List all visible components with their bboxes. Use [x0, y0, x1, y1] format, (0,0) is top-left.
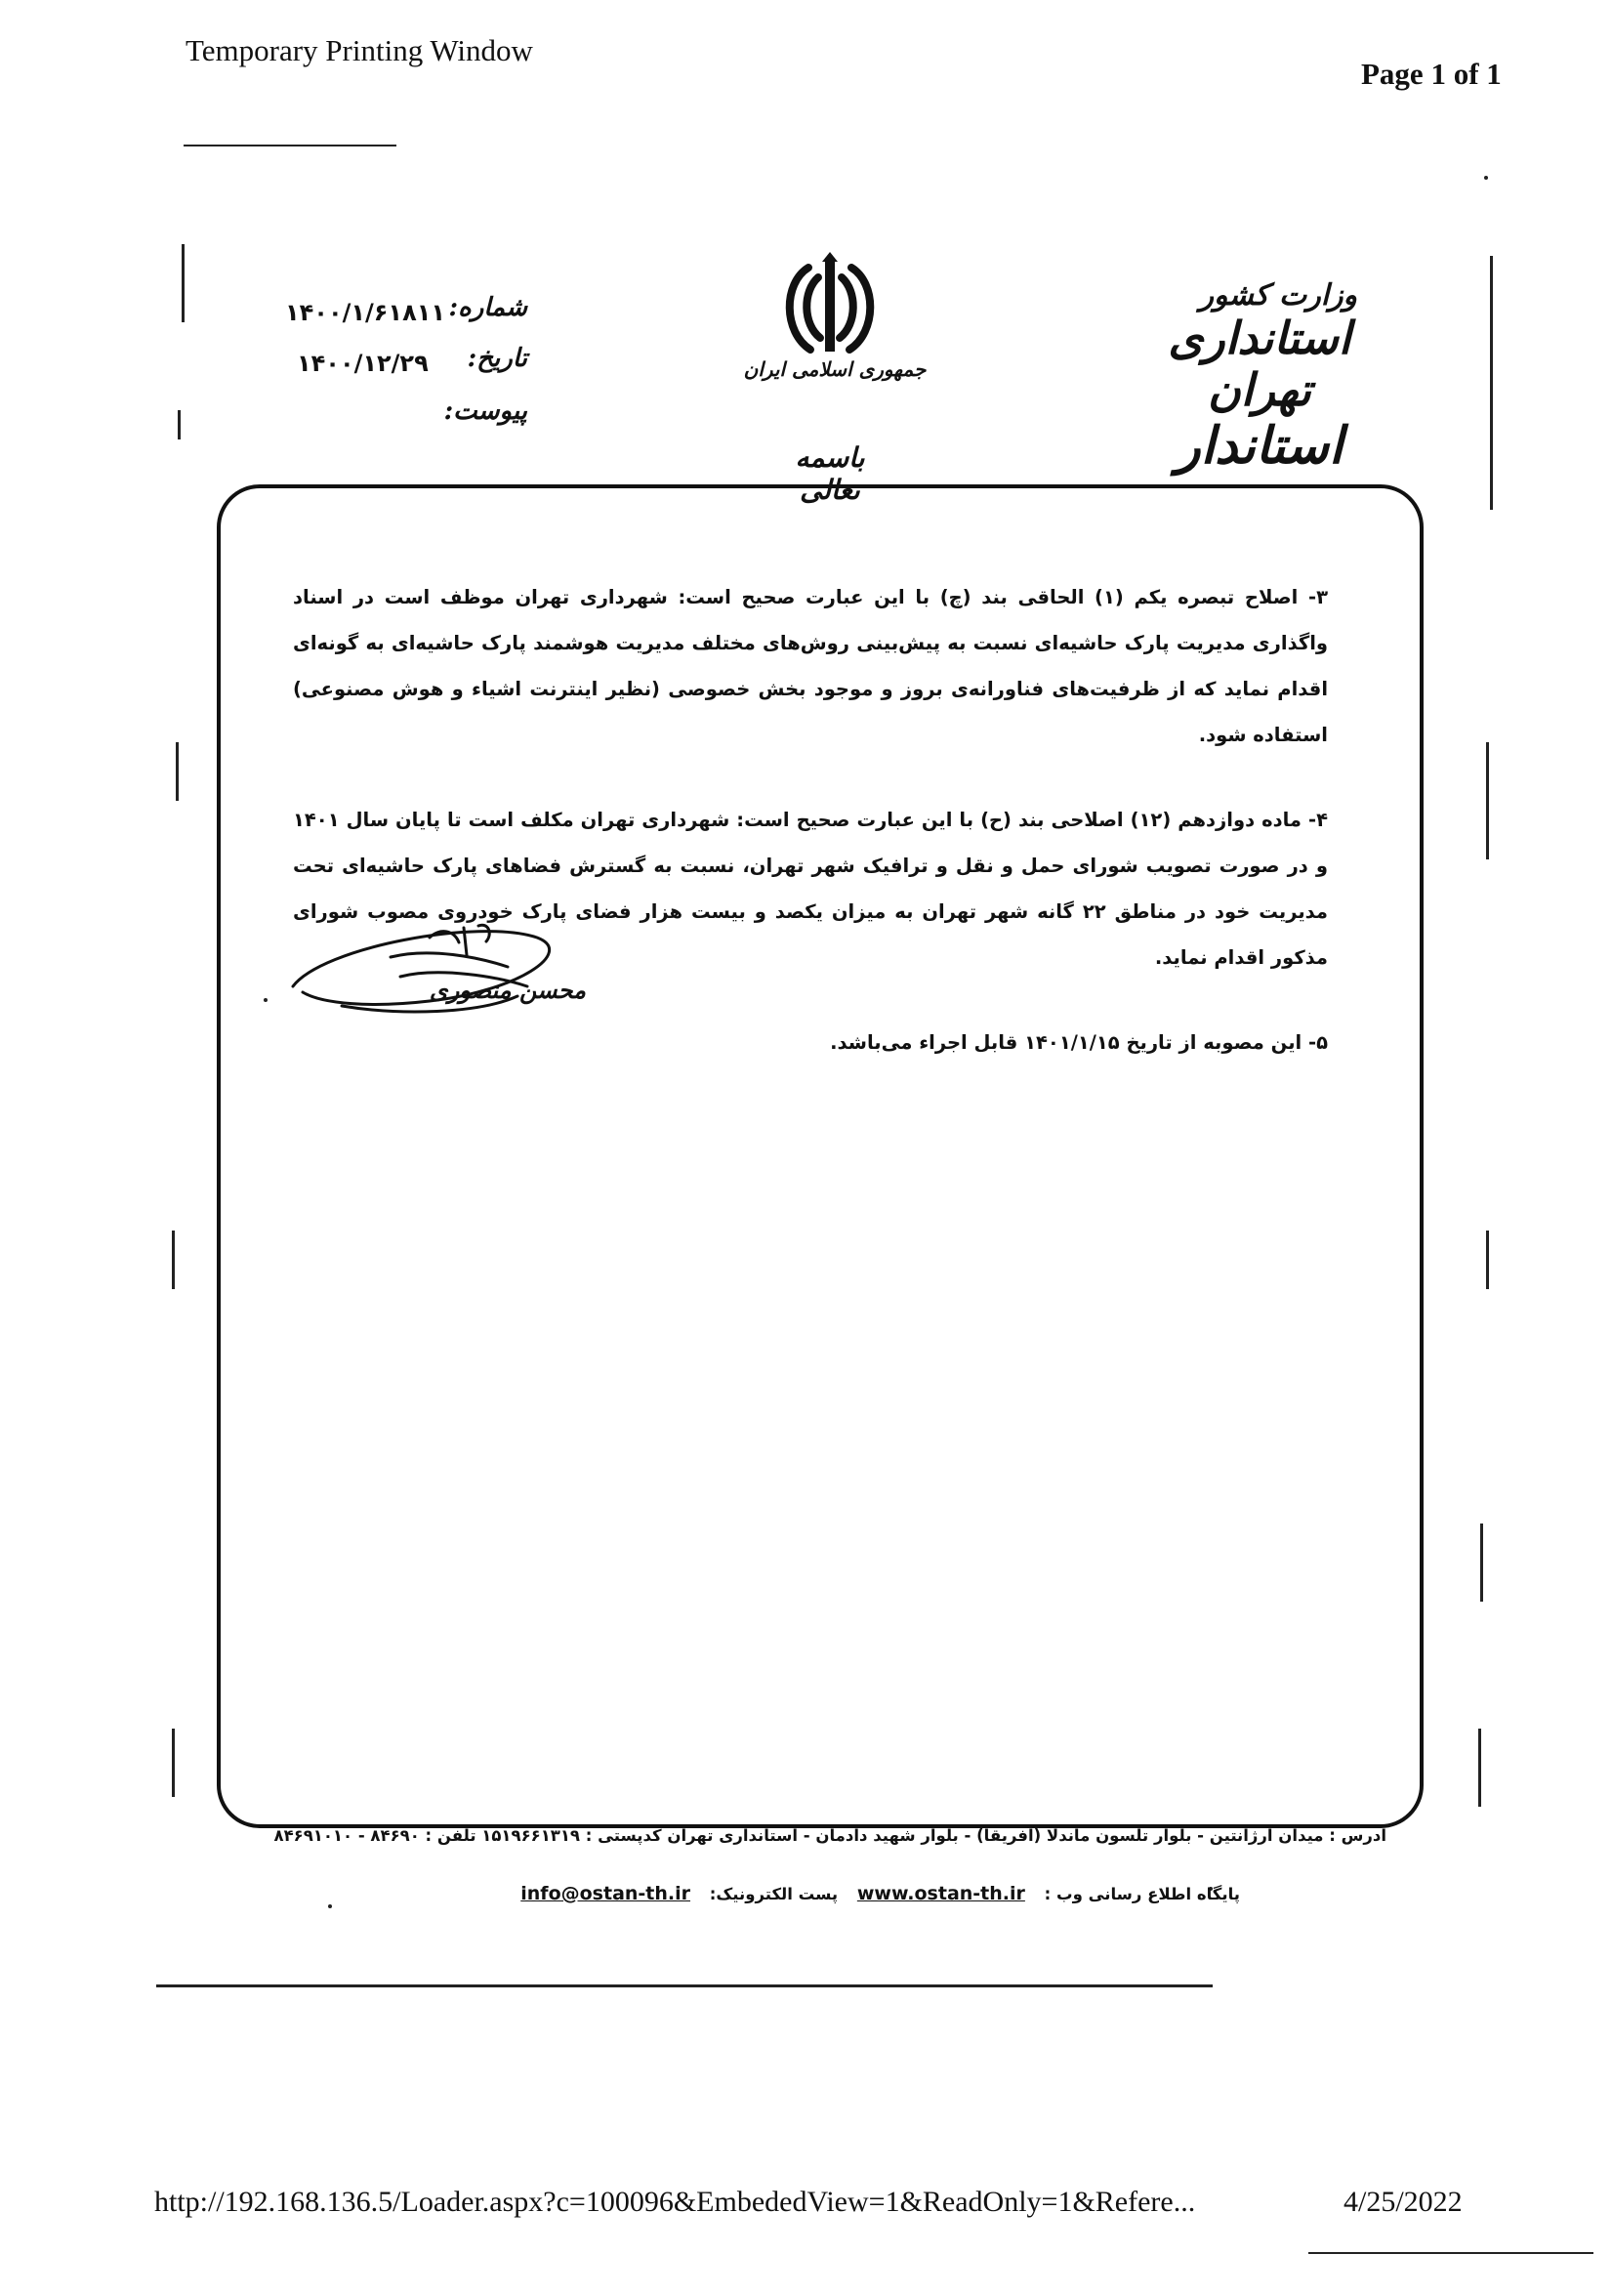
date-label: تاریخ:	[467, 344, 527, 373]
print-date: 4/25/2022	[1343, 2186, 1463, 2218]
bottom-edge-line	[1308, 2252, 1593, 2254]
emblem-caption: جمهوری اسلامی ایران	[743, 357, 927, 381]
header-divider	[184, 145, 396, 146]
footer-address: آدرس : میدان آرژانتین - بلوار تلسون ماندلا (آفریقا) - بلوار شهید دادمان - استانداری تهران کدپستی : ۱۵۱۹۶۶۱۳۱۹ تلفن : ۸۴۶۹۰ - ۸۴۶۹۱۰۱۰	[273, 1826, 1386, 1845]
email-link[interactable]: info@ostan-th.ir	[520, 1883, 691, 1904]
governor-title: استاندار	[1176, 415, 1343, 476]
scan-edge-mark	[172, 1729, 175, 1797]
scan-edge-mark	[182, 244, 185, 322]
print-source-url[interactable]: http://192.168.136.5/Loader.aspx?c=100096&EmbededView=1&ReadOnly=1&Refere...	[154, 2186, 1196, 2218]
footer-divider	[156, 1984, 1213, 1987]
letter-date: ۱۴۰۰/۱۲/۲۹	[297, 350, 429, 377]
print-window-title: Temporary Printing Window	[186, 33, 533, 67]
scan-edge-mark	[178, 410, 181, 439]
scan-edge-mark	[1490, 256, 1493, 510]
letter-number: ۱۴۰۰/۱/۶۱۸۱۱	[285, 299, 446, 326]
office-name: استانداری تهران	[1168, 312, 1351, 416]
scan-edge-mark	[172, 1231, 175, 1289]
signer-name: محسن منصوری	[429, 977, 586, 1004]
scan-edge-mark	[176, 742, 179, 801]
handwritten-signature	[283, 898, 596, 1045]
clause-5: ۵- این مصوبه از تاریخ ۱۴۰۱/۱/۱۵ قابل اجراء می‌باشد.	[830, 1031, 1328, 1054]
number-label: شماره:	[448, 293, 527, 322]
portal-label: پایگاه اطلاع رسانی وب :	[1044, 1885, 1240, 1903]
ministry-name: وزارت کشور	[1199, 278, 1357, 313]
scan-edge-mark	[1478, 1729, 1481, 1807]
email-label: پست الکترونیک:	[709, 1885, 839, 1903]
iran-emblem-icon	[771, 250, 889, 367]
page-indicator: Page 1 of 1	[1361, 57, 1502, 91]
clause-4: ۴- ماده دوازدهم (۱۲) اصلاحی بند (ح) با این عبارت صحیح است: شهرداری تهران مکلف است تا پایان سال ۱۴۰۱ و در صورت تصویب شورای حمل و نقل و ترافیک شهر تهران، نسبت به گسترش فضاهای پارک حاشیه‌ای تحت مدیریت خود در مناطق ۲۲ گانه شهر تهران به میزان یکصد و بیست هزار فضای پارک خودروی مصوب شورای مذکور اقدام نماید.	[293, 809, 1328, 969]
scan-edge-mark	[1486, 742, 1489, 859]
clause-3: ۳- اصلاح تبصره یکم (۱) الحاقی بند (چ) با این عبارت صحیح است: شهرداری تهران موظف است در اسناد واگذاری مدیریت پارک حاشیه‌ای نسبت به پیش‌بینی روش‌های مختلف مدیریت هوشمند پارک حاشیه‌ای به گونه‌ای اقدام نماید که از ظرفیت‌های فناورانه‌ی بروز و موجود بخش خصوصی (نظیر اینترنت اشیاء و هوش مصنوعی) استفاده شود.	[293, 586, 1328, 746]
website-link[interactable]: www.ostan-th.ir	[856, 1883, 1025, 1904]
basmeh: باسمه تعالی	[795, 441, 865, 506]
footer-web-line	[469, 1883, 1240, 1904]
letterhead-ministry-block	[1142, 278, 1377, 477]
scan-edge-mark	[1480, 1524, 1483, 1602]
attachment-label: پیوست:	[443, 397, 527, 426]
scan-edge-mark	[1486, 1231, 1489, 1289]
